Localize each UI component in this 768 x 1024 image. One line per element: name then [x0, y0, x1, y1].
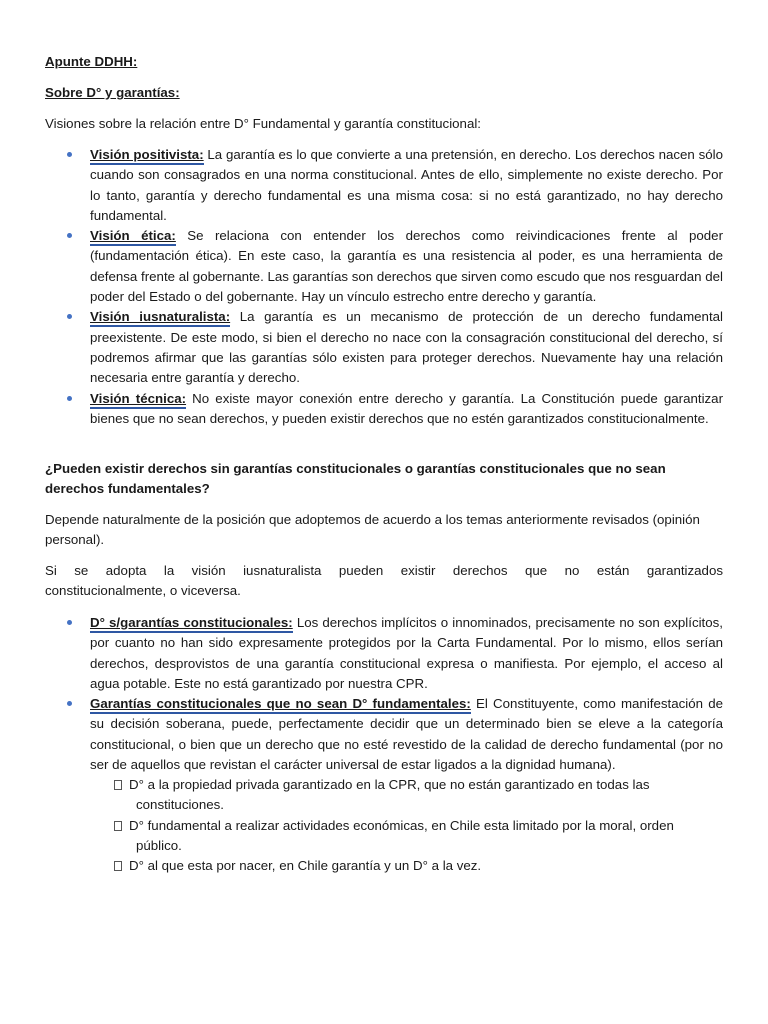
list-item: [45, 856, 723, 876]
vision-text: La garantía es lo que convierte a una pretensión, en derecho. Los derechos nacen sólo cuando son consagrados en una norma constitucional. Antes de ello, simplemente no existe derecho. Por lo tanto, garantía y derecho fundamental es una misma cosa: si no está garantizado, no hay derecho fundamental.: [90, 147, 723, 223]
list-item: [45, 307, 723, 388]
vision-text: Se relaciona con entender los derechos como reivindicaciones frente al poder (fundamentación ética). En este caso, la garantía es una resistencia al poder, es una herramienta de defensa frente al gobernante. Las garantías son derechos que sirven como escudo que nos resguardan del poder del Estado o del gobernante. Hay un vínculo estrecho entre derecho y garantía.: [90, 228, 723, 305]
vision-term: Visión técnica:: [90, 391, 186, 409]
case-text: Los derechos implícitos o innominados, precisamente no son explícitos, por cuanto no han sido expresamente protegidos por la Carta Fundamental. Por lo mismo, ellos serían derechos, desprovistos de una garantía constitucional expresa o manifiesta. Por ejemplo, el acceso al agua potable. Este no está garantizado por nuestra CPR.: [90, 615, 723, 691]
answer-paragraph: Depende naturalmente de la posición que adoptemos de acuerdo a los temas anteriormente revisados (opinión personal).: [45, 512, 700, 548]
examples-list: [45, 775, 723, 876]
vision-text: No existe mayor conexión entre derecho y garantía. La Constitución puede garantizar bienes que no sean derechos, y pueden existir derechos que no estén garantizados constitucionalmente.: [90, 390, 724, 426]
visions-list: [45, 145, 723, 429]
cases-list: [45, 613, 723, 775]
list-item: [45, 145, 723, 226]
list-item: [45, 775, 723, 816]
paragraph-line: Si se adopta la visión iusnaturalista pueden existir derechos que no están garantizados: [45, 563, 723, 578]
list-item: [45, 694, 723, 775]
case-term: Garantías constitucionales que no sean D° fundamentales:: [90, 696, 471, 714]
vision-term: Visión iusnaturalista:: [90, 309, 230, 327]
list-item: [45, 816, 723, 857]
list-item: [45, 613, 723, 694]
document-title: Apunte DDHH:: [45, 54, 138, 69]
iusnaturalista-paragraph: [45, 561, 723, 602]
checkbox-glyph-icon: [114, 821, 122, 831]
vision-text: La garantía es un mecanismo de protección de un derecho fundamental preexistente. De este modo, si bien el derecho no nace con la consagración constitucional del derecho, sí podremos afirmar que las garantías sólo existen para proteger derechos. Nuevamente hay una relación necesaria entre garantía y derecho.: [90, 309, 723, 386]
case-text: El Constituyente, como manifestación de su decisión soberana, puede, perfectamente decidir que un determinado bien se eleve a la categoría constitucional, o bien que un derecho que no esté revestido de la calidad de derecho fundamental (por no ser de aquellos que revistan el carácter universal de estar ligados a la dignidad humana).: [90, 696, 723, 773]
intro-paragraph: Visiones sobre la relación entre D° Fundamental y garantía constitucional:: [45, 116, 481, 131]
vision-term: Visión positivista:: [90, 147, 204, 165]
example-text: D° al que esta por nacer, en Chile garantía y un D° a la vez.: [129, 858, 482, 874]
list-item: [45, 389, 723, 430]
checkbox-glyph-icon: [114, 861, 122, 871]
case-term: D° s/garantías constitucionales:: [90, 615, 293, 633]
example-text: D° fundamental a realizar actividades económicas, en Chile esta limitado por la moral, orden público.: [129, 817, 674, 853]
section-heading: Sobre D° y garantías:: [45, 85, 180, 100]
example-text: D° a la propiedad privada garantizado en la CPR, que no están garantizado en todas las constituciones.: [129, 777, 650, 813]
vision-term: Visión ética:: [90, 228, 176, 246]
paragraph-line: constitucionalmente, o viceversa.: [45, 583, 241, 599]
checkbox-glyph-icon: [114, 780, 122, 790]
list-item: [45, 226, 723, 307]
question-heading: ¿Pueden existir derechos sin garantías constitucionales o garantías constitucionales que no sean derechos fundamentales?: [45, 461, 666, 497]
